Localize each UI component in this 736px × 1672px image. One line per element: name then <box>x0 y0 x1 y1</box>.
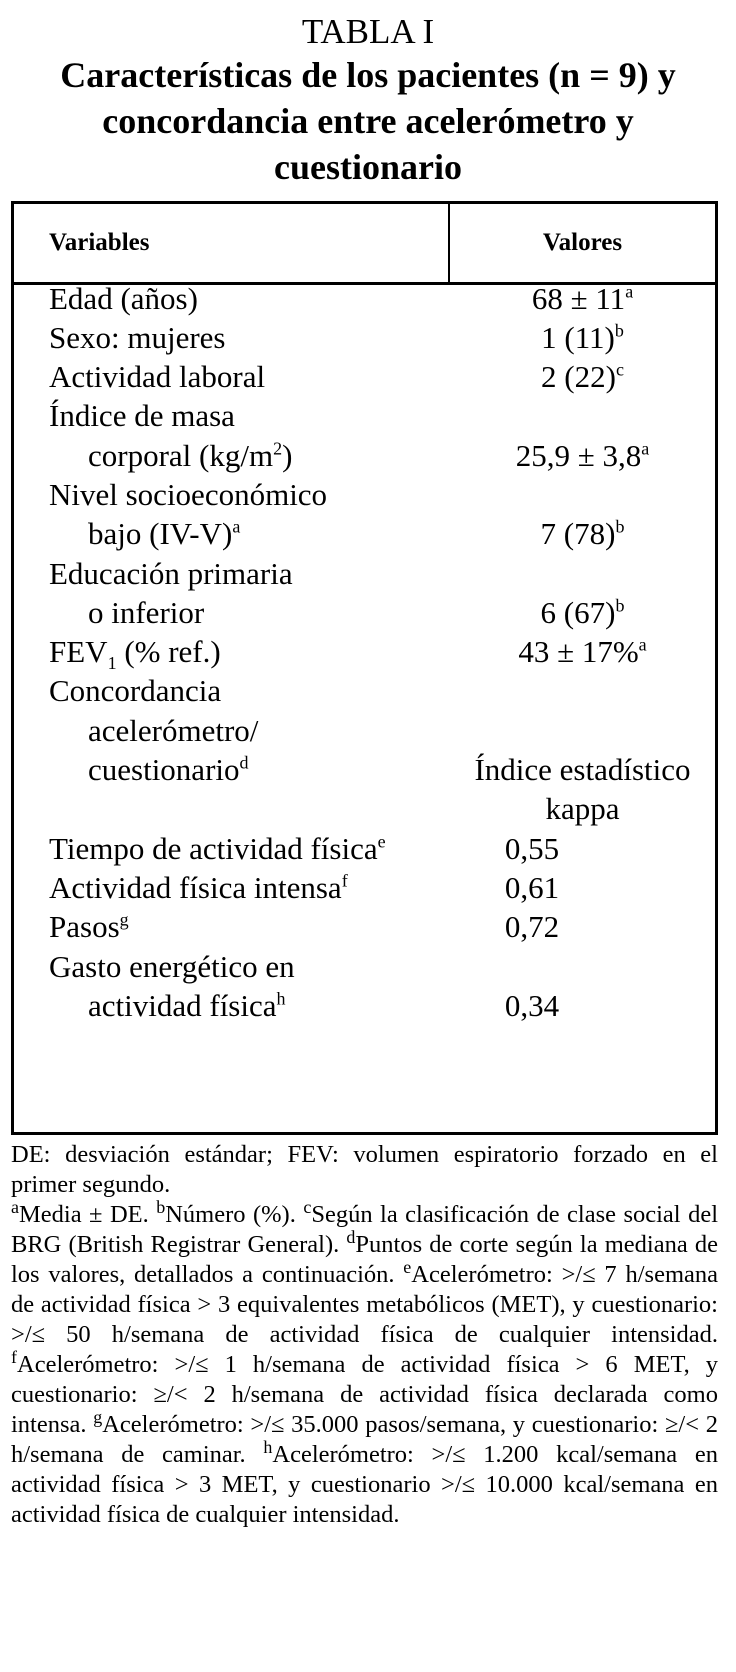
table-title: Características de los pacientes (n = 9) y concordancia entre acelerómetro y cuestionario <box>60 55 676 187</box>
row-label: bajo $(IV-V)^a$ <box>88 516 241 551</box>
row-value: 1 $(11)^b$ <box>541 320 624 355</box>
row-label: Concordancia <box>49 673 222 708</box>
header-valores: Valores <box>542 229 623 256</box>
row-value: 0,72 <box>504 909 560 944</box>
row-label: Índice de masa <box>49 398 235 433</box>
row-label: Educación primaria <box>49 556 293 591</box>
table-row <box>14 828 715 870</box>
row-value: kappa <box>545 791 620 826</box>
table-row <box>14 553 715 595</box>
table-row <box>14 435 715 477</box>
row-value: 43 ± 17%$^a$ <box>518 634 647 669</box>
row-label: o inferior <box>88 595 205 630</box>
table-row <box>14 513 715 555</box>
table-row <box>14 356 715 398</box>
table-row <box>14 592 715 634</box>
row-label: Sexo: mujeres <box>49 320 226 355</box>
row-label: cuestionario$^d$ <box>88 752 249 787</box>
table-row <box>14 985 715 1027</box>
row-value: Índice estadístico <box>474 752 691 787</box>
table-row <box>14 906 715 948</box>
row-value: 6 $(67)^b$ <box>540 595 625 630</box>
table-row <box>14 474 715 516</box>
table-row <box>14 395 715 437</box>
row-label: Actividad laboral <box>49 359 266 394</box>
row-label: Actividad física intensa$^f$ <box>49 870 348 905</box>
table-row <box>14 670 715 712</box>
table-header <box>14 204 715 285</box>
table-row <box>14 946 715 988</box>
table-row <box>14 867 715 909</box>
header-variables: Variables <box>49 229 150 256</box>
row-value: 0,34 <box>504 988 560 1023</box>
row-value: 25,9 ± 3,8$^a$ <box>515 438 650 473</box>
table-row <box>14 317 715 359</box>
data-table <box>11 201 718 1135</box>
table-row <box>14 278 715 320</box>
row-label: corporal $(kg/m^2)$ <box>88 438 293 473</box>
table-row <box>14 631 715 673</box>
row-label: Nivel socioeconómico <box>49 477 328 512</box>
row-label: acelerómetro/ <box>88 713 259 748</box>
footnote-abbreviations: DE: desviación estándar; FEV: volumen espiratorio forzado en el primer segundo. <box>11 1141 718 1198</box>
table-row <box>14 749 715 791</box>
row-label: Gasto energético en <box>49 949 295 984</box>
row-label: Tiempo de actividad física$^e$ <box>49 831 386 866</box>
row-label: Pasos$^g$ <box>49 909 129 944</box>
row-value: 0,61 <box>504 870 560 905</box>
table-row <box>14 710 715 752</box>
row-value: $68 \pm 11^a$ <box>531 281 634 316</box>
row-label: $FEV_1$ (% ref.) <box>49 634 221 674</box>
row-value: 0,55 <box>504 831 560 866</box>
row-label: Edad (años) <box>49 281 198 316</box>
row-value: 2 $(22)^c$ <box>541 359 624 394</box>
table-row <box>14 788 715 830</box>
table-footnotes <box>11 1140 718 1530</box>
row-label: actividad física$^h$ <box>88 988 286 1023</box>
table-number: TABLA I <box>301 12 435 51</box>
footnote-markers: $^a$Media ± DE. $^b$Número (%). $^c$Según la clasificación de clase social del BRG (British Registrar General). $^d$Puntos de corte según la mediana de los valores, detallados a continuación. $^e$Acelerómetro: >/≤ 7 h/semana de actividad física > 3 equivalentes metabólicos (MET), y cuestionario: >/≤ 50 h/semana de actividad física de cualquier intensidad. $^f$Acelerómetro: >/≤ 1 h/semana de actividad física > 6 MET, y cuestionario: ≥/< 2 h/semana de actividad física declarada como intensa. $^g$Acelerómetro: >/≤ 35.000 pasos/semana, y cuestionario: ≥/< 2 h/semana de caminar. $^h$Acelerómetro: >/≤ 1.200 kcal/semana en actividad física > 3 MET, y cuestionario >/≤ 10.000 kcal/semana en actividad física de cualquier intensidad. <box>11 1196 719 1528</box>
row-value: 7 $(78)^b$ <box>540 516 625 551</box>
